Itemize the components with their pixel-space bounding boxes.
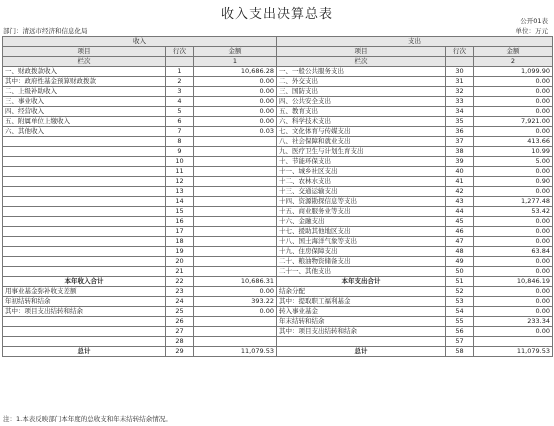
expense-amount-cell: 0.00 (474, 287, 553, 297)
expense-amount-cell: 11,079.53 (474, 347, 553, 357)
income-amount-cell (194, 167, 277, 177)
expense-item-cell: 六、科学技术支出 (277, 117, 446, 127)
income-amount-cell (194, 327, 277, 337)
expense-item-cell: 四、公共安全支出 (277, 97, 446, 107)
income-amount-cell: 0.00 (194, 77, 277, 87)
income-amount-cell (194, 267, 277, 277)
income-amount-cell (194, 157, 277, 167)
income-row-no-cell: 5 (166, 107, 194, 117)
income-item-cell: 本年收入合计 (3, 277, 166, 287)
expense-item-cell: 总计 (277, 347, 446, 357)
income-item-cell: 六、其他收入 (3, 127, 166, 137)
income-item-cell: 三、事业收入 (3, 97, 166, 107)
income-item-cell (3, 327, 166, 337)
income-item-cell: 其中：项目支出结转和结余 (3, 307, 166, 317)
expense-item-cell: 其中：项目支出结转和结余 (277, 327, 446, 337)
expense-row-no-cell: 44 (446, 207, 474, 217)
expense-amount-cell: 0.00 (474, 187, 553, 197)
table-row (3, 77, 553, 87)
expense-item-cell: 十六、金融支出 (277, 217, 446, 227)
expense-amount-cell (474, 337, 553, 347)
income-item-cell: 用事业基金弥补收支差额 (3, 287, 166, 297)
expense-amount-cell: 0.00 (474, 257, 553, 267)
income-amount-cell: 0.00 (194, 87, 277, 97)
income-row-no-cell: 13 (166, 187, 194, 197)
column-index-row (3, 57, 553, 67)
income-row-no-cell: 17 (166, 227, 194, 237)
income-item-cell: 四、经营收入 (3, 107, 166, 117)
table-row (3, 317, 553, 327)
income-item-cell: 二、上级补助收入 (3, 87, 166, 97)
expense-item-cell: 本年支出合计 (277, 277, 446, 287)
expense-row-no-cell: 42 (446, 187, 474, 197)
income-row-no-cell: 16 (166, 217, 194, 227)
income-row-no-cell: 3 (166, 87, 194, 97)
table-row (3, 177, 553, 187)
expense-item-cell: 十九、住房保障支出 (277, 247, 446, 257)
expense-amount-cell: 0.00 (474, 327, 553, 337)
expense-amount-cell: 10,846.19 (474, 277, 553, 287)
table-row (3, 87, 553, 97)
income-row-no-cell: 23 (166, 287, 194, 297)
table-row (3, 117, 553, 127)
income-row-no-cell: 28 (166, 337, 194, 347)
income-row-no-cell: 18 (166, 237, 194, 247)
income-row-no-cell: 1 (166, 67, 194, 77)
expense-item-cell: 十五、商业服务业等支出 (277, 207, 446, 217)
table-row (3, 167, 553, 177)
expense-amount-cell: 0.00 (474, 87, 553, 97)
expense-item-cell: 十三、交通运输支出 (277, 187, 446, 197)
expense-row-no-cell: 45 (446, 217, 474, 227)
table-row (3, 247, 553, 257)
income-item-cell: 其中：政府性基金预算财政拨款 (3, 77, 166, 87)
income-row-no-cell: 22 (166, 277, 194, 287)
income-amount-cell (194, 217, 277, 227)
expense-item-cell: 七、文化体育与传媒支出 (277, 127, 446, 137)
income-row-no-cell: 29 (166, 347, 194, 357)
income-amount-cell: 0.00 (194, 307, 277, 317)
table-row (3, 257, 553, 267)
income-amount-header: 金额 (194, 47, 277, 57)
expense-item-cell: 八、社会保障和就业支出 (277, 137, 446, 147)
income-amount-cell (194, 177, 277, 187)
expense-col-index: 2 (474, 57, 553, 67)
income-item-cell (3, 147, 166, 157)
income-amount-cell: 0.00 (194, 117, 277, 127)
income-col-label: 栏次 (3, 57, 166, 67)
income-item-cell (3, 137, 166, 147)
income-item-cell: 五、附属单位上缴收入 (3, 117, 166, 127)
income-amount-cell (194, 227, 277, 237)
expense-amount-cell: 0.90 (474, 177, 553, 187)
table-row (3, 217, 553, 227)
expense-amount-cell: 1,277.48 (474, 197, 553, 207)
income-amount-cell (194, 207, 277, 217)
expense-row-no-cell: 36 (446, 127, 474, 137)
table-row (3, 337, 553, 347)
expense-row-no-cell: 49 (446, 257, 474, 267)
income-row-no-cell: 12 (166, 177, 194, 187)
income-amount-cell (194, 337, 277, 347)
income-amount-cell (194, 237, 277, 247)
income-amount-cell (194, 137, 277, 147)
expense-row-no-cell: 33 (446, 97, 474, 107)
table-row (3, 267, 553, 277)
table-row (3, 327, 553, 337)
table-row (3, 157, 553, 167)
form-number: 公开01表 (520, 17, 548, 25)
column-header-row (3, 47, 553, 57)
income-item-cell (3, 317, 166, 327)
income-item-cell: 总计 (3, 347, 166, 357)
income-expense-table (2, 36, 553, 357)
expense-row-no-cell: 58 (446, 347, 474, 357)
expense-amount-cell: 0.00 (474, 267, 553, 277)
table-row (3, 197, 553, 207)
income-row-no-cell: 10 (166, 157, 194, 167)
income-row-no-cell: 9 (166, 147, 194, 157)
expense-row-no-cell: 34 (446, 107, 474, 117)
footnote: 注：1.本表反映部门本年度的总收支和年末结转结余情况。 (3, 415, 172, 423)
expense-item-cell: 结余分配 (277, 287, 446, 297)
table-row (3, 307, 553, 317)
expense-item-cell: 十七、援助其他地区支出 (277, 227, 446, 237)
expense-row-no-cell: 35 (446, 117, 474, 127)
income-item-cell: 年初结转和结余 (3, 297, 166, 307)
income-amount-cell: 0.00 (194, 107, 277, 117)
income-item-cell (3, 187, 166, 197)
table-row (3, 137, 553, 147)
expense-row-no-cell: 37 (446, 137, 474, 147)
expense-amount-cell: 0.00 (474, 307, 553, 317)
expense-amount-cell: 63.84 (474, 247, 553, 257)
expense-row-no-cell: 51 (446, 277, 474, 287)
expense-amount-cell: 0.00 (474, 217, 553, 227)
income-item-cell (3, 337, 166, 347)
income-row-no-cell: 15 (166, 207, 194, 217)
expense-row-no-cell: 56 (446, 327, 474, 337)
expense-row-no-cell: 53 (446, 297, 474, 307)
income-amount-cell (194, 197, 277, 207)
table-row (3, 297, 553, 307)
expense-amount-cell: 0.00 (474, 227, 553, 237)
income-item-cell (3, 227, 166, 237)
expense-section-header: 支出 (277, 37, 553, 47)
expense-amount-cell: 7,921.00 (474, 117, 553, 127)
expense-amount-cell: 413.66 (474, 137, 553, 147)
table-row (3, 97, 553, 107)
expense-item-cell: 其中：提取职工福利基金 (277, 297, 446, 307)
income-item-cell (3, 157, 166, 167)
expense-row-no-cell: 41 (446, 177, 474, 187)
income-row-no-cell: 2 (166, 77, 194, 87)
income-item-cell (3, 167, 166, 177)
expense-item-cell: 十二、农林水支出 (277, 177, 446, 187)
income-row-no-cell: 7 (166, 127, 194, 137)
income-amount-cell: 0.03 (194, 127, 277, 137)
expense-amount-cell: 233.34 (474, 317, 553, 327)
expense-item-cell: 二、外交支出 (277, 77, 446, 87)
expense-row-no-cell: 57 (446, 337, 474, 347)
expense-item-cell: 三、国防支出 (277, 87, 446, 97)
expense-row-no-cell: 31 (446, 77, 474, 87)
report-title: 收入支出决算总表 (220, 7, 333, 22)
income-amount-cell (194, 187, 277, 197)
income-row-no-cell: 21 (166, 267, 194, 277)
income-amount-cell (194, 147, 277, 157)
expense-amount-cell: 0.00 (474, 127, 553, 137)
expense-row-no-cell: 40 (446, 167, 474, 177)
expense-amount-cell: 0.00 (474, 107, 553, 117)
income-amount-cell: 0.00 (194, 287, 277, 297)
income-amount-cell (194, 257, 277, 267)
expense-amount-cell: 10.99 (474, 147, 553, 157)
table-row (3, 67, 553, 77)
expense-row-no-cell: 38 (446, 147, 474, 157)
income-item-cell (3, 257, 166, 267)
income-amount-cell: 393.22 (194, 297, 277, 307)
expense-amount-cell: 0.00 (474, 297, 553, 307)
expense-row-no-cell: 50 (446, 267, 474, 277)
income-amount-cell (194, 317, 277, 327)
table-row (3, 187, 553, 197)
income-section-header: 收入 (3, 37, 277, 47)
expense-amount-cell: 0.00 (474, 77, 553, 87)
table-row (3, 277, 553, 287)
expense-item-cell: 一、一般公共服务支出 (277, 67, 446, 77)
expense-row-no-cell: 39 (446, 157, 474, 167)
income-item-cell (3, 217, 166, 227)
income-item-cell: 一、财政拨款收入 (3, 67, 166, 77)
income-row-no-cell: 8 (166, 137, 194, 147)
unit-label: 单位：万元 (515, 27, 548, 35)
income-item-cell (3, 237, 166, 247)
table-row (3, 287, 553, 297)
table-row (3, 347, 553, 357)
income-amount-cell: 10,686.31 (194, 277, 277, 287)
expense-item-cell: 二十一、其他支出 (277, 267, 446, 277)
income-item-cell (3, 247, 166, 257)
expense-row-no-cell: 48 (446, 247, 474, 257)
expense-row-no-cell: 54 (446, 307, 474, 317)
expense-amount-cell: 1,099.90 (474, 67, 553, 77)
table-row (3, 147, 553, 157)
table-row (3, 237, 553, 247)
expense-item-cell: 转入事业基金 (277, 307, 446, 317)
income-row-no-cell: 6 (166, 117, 194, 127)
income-amount-cell: 11,079.53 (194, 347, 277, 357)
expense-row-no-cell: 30 (446, 67, 474, 77)
income-row-no-cell: 27 (166, 327, 194, 337)
expense-amount-cell: 0.00 (474, 97, 553, 107)
income-amount-cell (194, 247, 277, 257)
expense-item-cell: 十八、国土海洋气象等支出 (277, 237, 446, 247)
expense-item-cell: 年末结转和结余 (277, 317, 446, 327)
expense-item-header: 项目 (277, 47, 446, 57)
expense-item-cell (277, 337, 446, 347)
expense-amount-cell: 53.42 (474, 207, 553, 217)
expense-amount-cell: 0.00 (474, 237, 553, 247)
income-item-cell (3, 207, 166, 217)
income-item-cell (3, 197, 166, 207)
expense-row-no-cell: 52 (446, 287, 474, 297)
income-row-no-cell: 25 (166, 307, 194, 317)
income-row-no-cell: 19 (166, 247, 194, 257)
expense-amount-cell: 0.00 (474, 167, 553, 177)
expense-amount-cell: 5.00 (474, 157, 553, 167)
expense-amount-header: 金额 (474, 47, 553, 57)
expense-row-no-cell: 43 (446, 197, 474, 207)
department-label: 部门：清远市经济和信息化局 (3, 27, 88, 35)
table-row (3, 207, 553, 217)
expense-item-cell: 二十、粮油物资储备支出 (277, 257, 446, 267)
expense-col-label: 栏次 (277, 57, 446, 67)
table-row (3, 227, 553, 237)
expense-item-cell: 九、医疗卫生与计划生育支出 (277, 147, 446, 157)
expense-item-cell: 十、节能环保支出 (277, 157, 446, 167)
income-amount-cell: 0.00 (194, 97, 277, 107)
income-col-index: 1 (194, 57, 277, 67)
income-row-no-cell: 26 (166, 317, 194, 327)
expense-row-no-cell: 32 (446, 87, 474, 97)
income-row-no-cell: 24 (166, 297, 194, 307)
income-item-header: 项目 (3, 47, 166, 57)
income-row-no-cell: 20 (166, 257, 194, 267)
income-row-no-cell: 11 (166, 167, 194, 177)
expense-row-no-header: 行次 (446, 47, 474, 57)
expense-row-no-cell: 55 (446, 317, 474, 327)
expense-row-no-cell: 46 (446, 227, 474, 237)
expense-item-cell: 十四、资源勘探信息等支出 (277, 197, 446, 207)
table-row (3, 107, 553, 117)
table-row (3, 127, 553, 137)
income-row-no-header: 行次 (166, 47, 194, 57)
income-amount-cell: 10,686.28 (194, 67, 277, 77)
expense-row-no-cell: 47 (446, 237, 474, 247)
income-item-cell (3, 267, 166, 277)
section-header-row (3, 37, 553, 47)
income-row-no-cell: 4 (166, 97, 194, 107)
income-item-cell (3, 177, 166, 187)
expense-item-cell: 五、教育支出 (277, 107, 446, 117)
income-row-no-cell: 14 (166, 197, 194, 207)
expense-item-cell: 十一、城乡社区支出 (277, 167, 446, 177)
